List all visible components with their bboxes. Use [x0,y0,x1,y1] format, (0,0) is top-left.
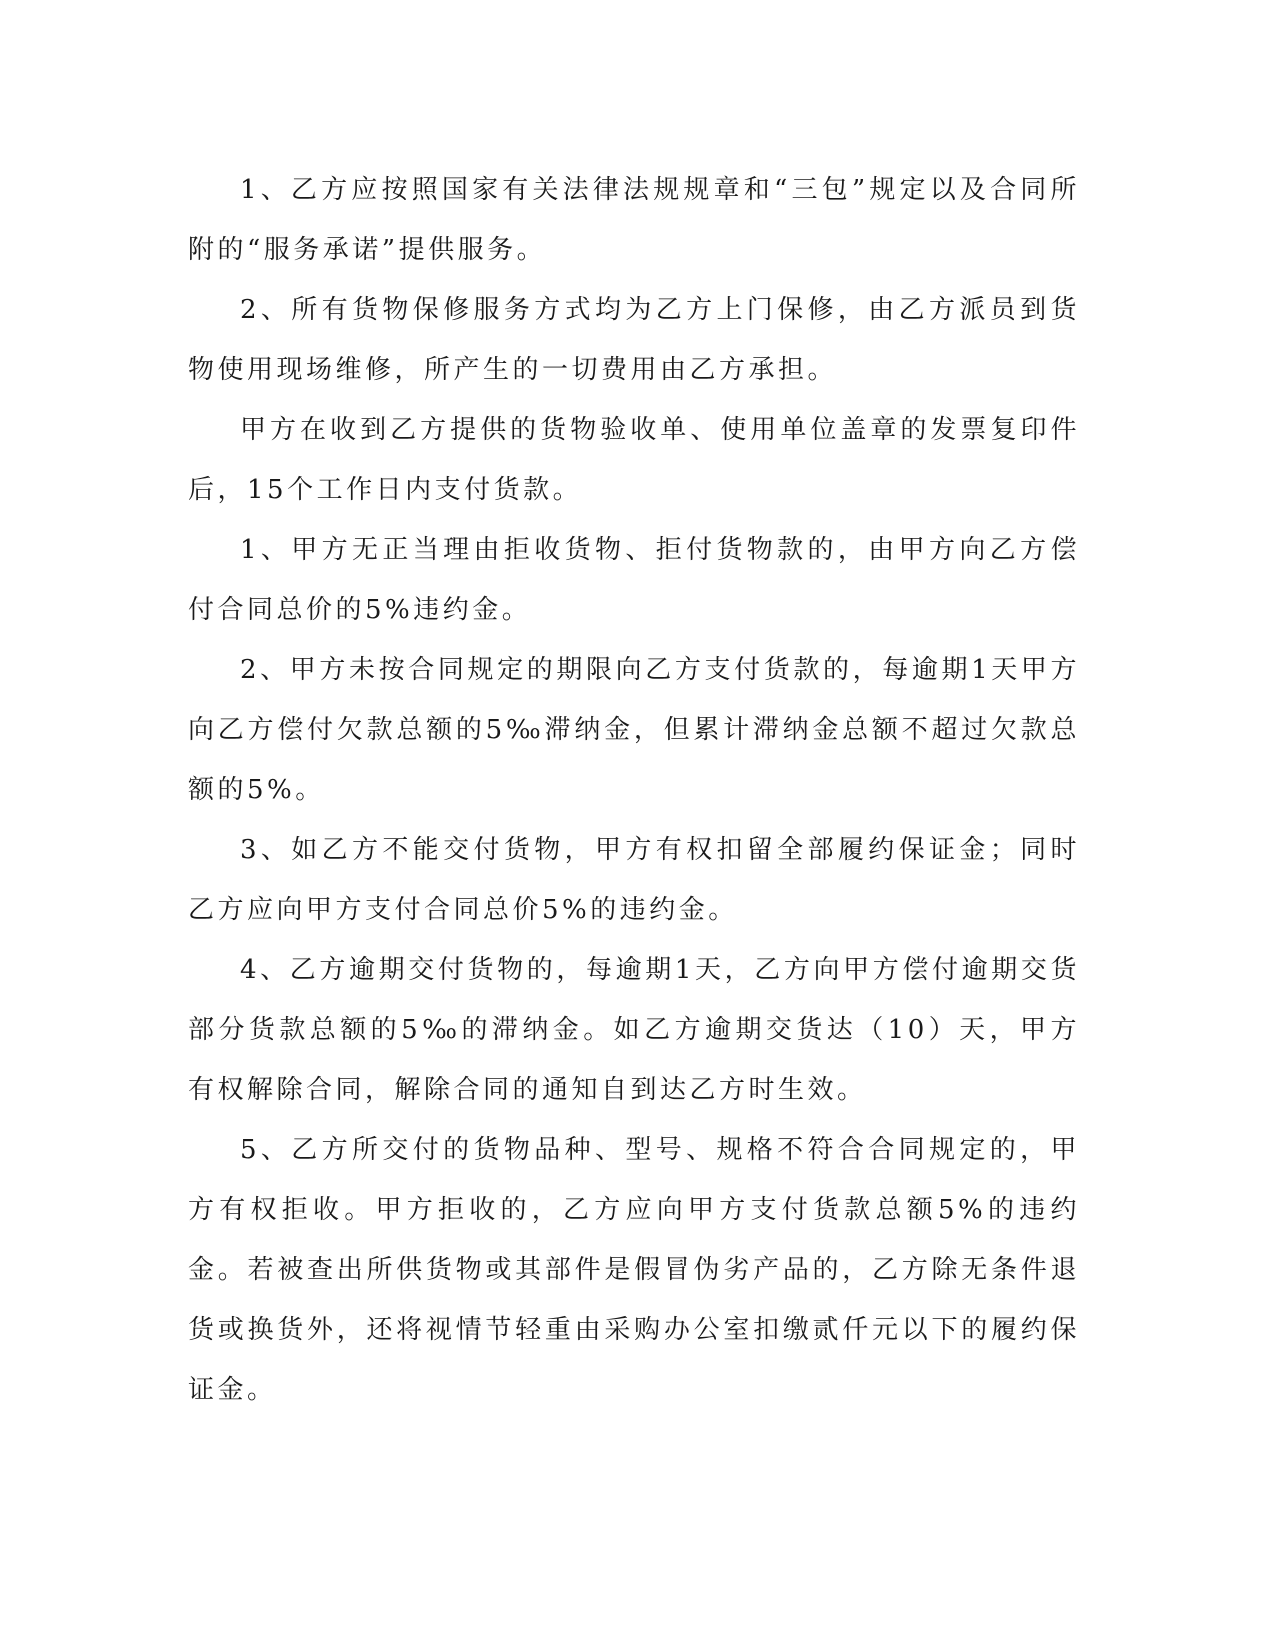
paragraph-late-delivery-penalty: 4、乙方逾期交付货物的，每逾期1天，乙方向甲方偿付逾期交货部分货款总额的5‰的滞纳金。如乙方逾期交货达（10）天，甲方有权解除合同，解除合同的通知自到达乙方时生效。 [188,955,1080,1105]
document-body [188,160,1080,1420]
paragraph-service-obligation: 1、乙方应按照国家有关法律法规规章和“三包”规定以及合同所附的“服务承诺”提供服务。 [188,175,1080,265]
paragraph-nonconforming-goods-penalty: 5、乙方所交付的货物品种、型号、规格不符合合同规定的，甲方有权拒收。甲方拒收的，乙方应向甲方支付货款总额5%的违约金。若被查出所供货物或其部件是假冒伪劣产品的，乙方除无条件退货或换货外，还将视情节轻重由采购办公室扣缴贰仟元以下的履约保证金。 [188,1135,1080,1405]
paragraph-payment-terms: 甲方在收到乙方提供的货物验收单、使用单位盖章的发票复印件后，15个工作日内支付货款。 [188,415,1080,505]
paragraph-buyer-refusal-penalty: 1、甲方无正当理由拒收货物、拒付货物款的，由甲方向乙方偿付合同总价的5%违约金。 [188,535,1080,625]
paragraph-late-payment-penalty: 2、甲方未按合同规定的期限向乙方支付货款的，每逾期1天甲方向乙方偿付欠款总额的5‰滞纳金，但累计滞纳金总额不超过欠款总额的5%。 [188,655,1080,805]
paragraph-onsite-warranty: 2、所有货物保修服务方式均为乙方上门保修，由乙方派员到货物使用现场维修，所产生的一切费用由乙方承担。 [188,295,1080,385]
paragraph-non-delivery-penalty: 3、如乙方不能交付货物，甲方有权扣留全部履约保证金；同时乙方应向甲方支付合同总价5%的违约金。 [188,835,1080,925]
